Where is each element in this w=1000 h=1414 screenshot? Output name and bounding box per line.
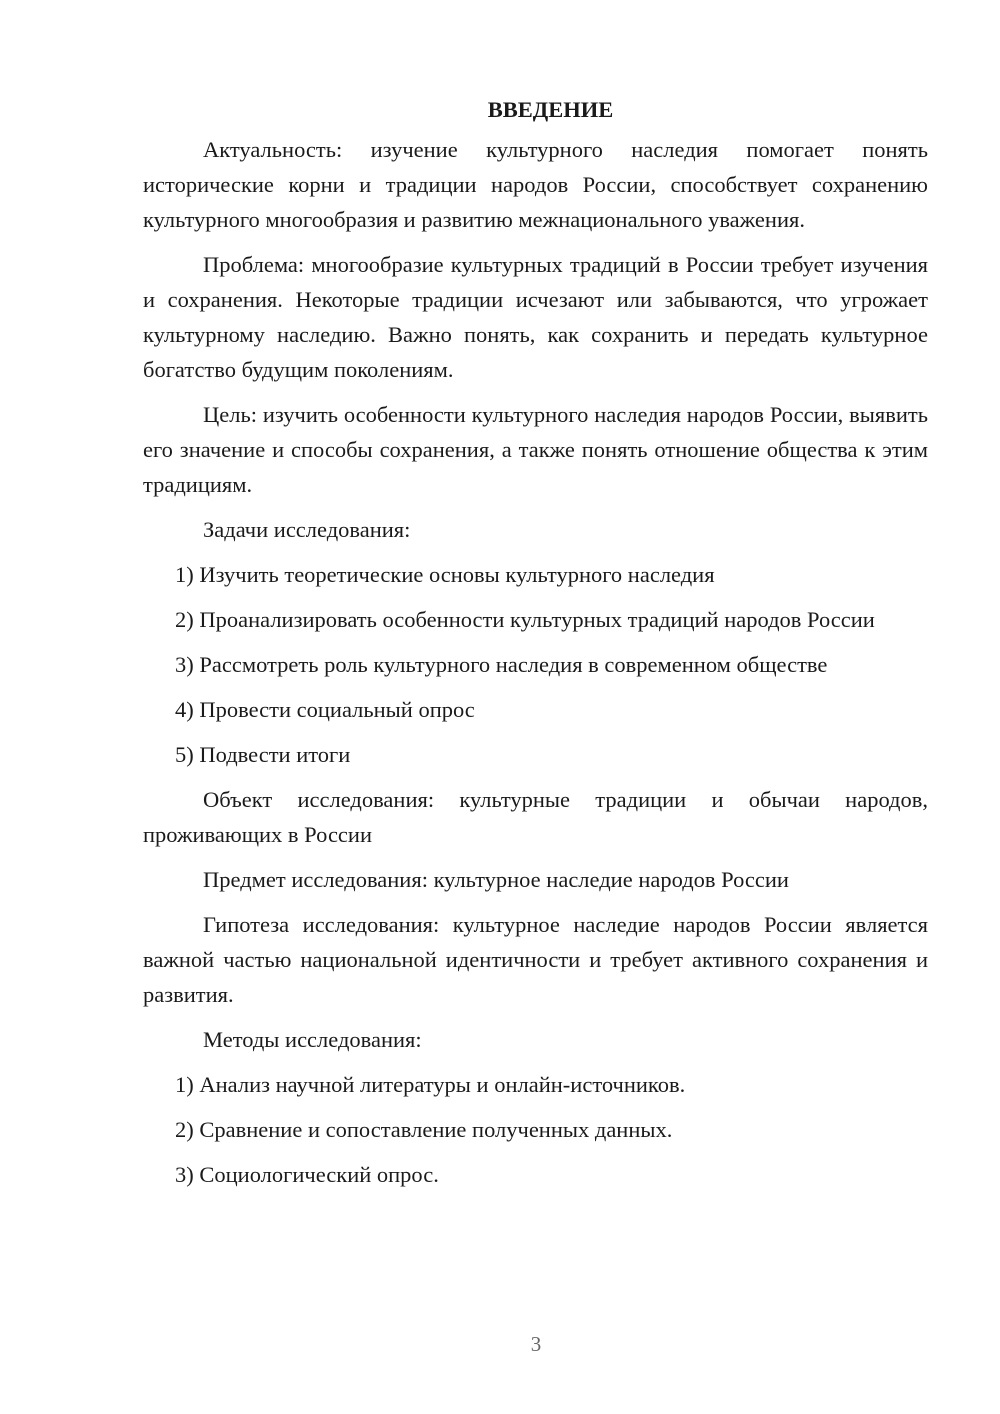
task-item: 5) Подвести итоги (175, 742, 351, 767)
subject-paragraph: Предмет исследования: культурное наследие народов России (203, 867, 789, 892)
task-item: 1) Изучить теоретические основы культурного наследия (175, 562, 715, 587)
task-item: 2) Проанализировать особенности культурных традиций народов России (175, 607, 875, 632)
method-item: 3) Социологический опрос. (175, 1162, 439, 1187)
relevance-paragraph: Актуальность: изучение культурного наследия помогает понять исторические корни и традиции народов России, способствует сохранению культурного многообразия и развитию межнационального уважения. (143, 137, 928, 232)
page-number: 3 (530, 1332, 542, 1356)
task-item: 4) Провести социальный опрос (175, 697, 475, 722)
tasks-title: Задачи исследования: (203, 517, 411, 542)
document-page (143, 90, 928, 1192)
methods-title: Методы исследования: (203, 1027, 422, 1052)
method-item: 1) Анализ научной литературы и онлайн-источников. (175, 1072, 686, 1097)
goal-paragraph: Цель: изучить особенности культурного наследия народов России, выявить его значение и способы сохранения, а также понять отношение общества к этим традициям. (143, 402, 928, 497)
task-item: 3) Рассмотреть роль культурного наследия в современном обществе (175, 652, 828, 677)
object-paragraph: Объект исследования: культурные традиции и обычаи народов, проживающих в России (143, 787, 928, 847)
problem-paragraph: Проблема: многообразие культурных традиций в России требует изучения и сохранения. Некоторые традиции исчезают или забываются, что угрожает культурному наследию. Важно понять, как сохранить и передать культурное богатство будущим поколениям. (143, 252, 928, 382)
method-item: 2) Сравнение и сопоставление полученных данных. (175, 1117, 673, 1142)
section-heading: ВВЕДЕНИЕ (487, 97, 614, 122)
hypothesis-paragraph: Гипотеза исследования: культурное наследие народов России является важной частью национальной идентичности и требует активного сохранения и развития. (143, 912, 928, 1007)
